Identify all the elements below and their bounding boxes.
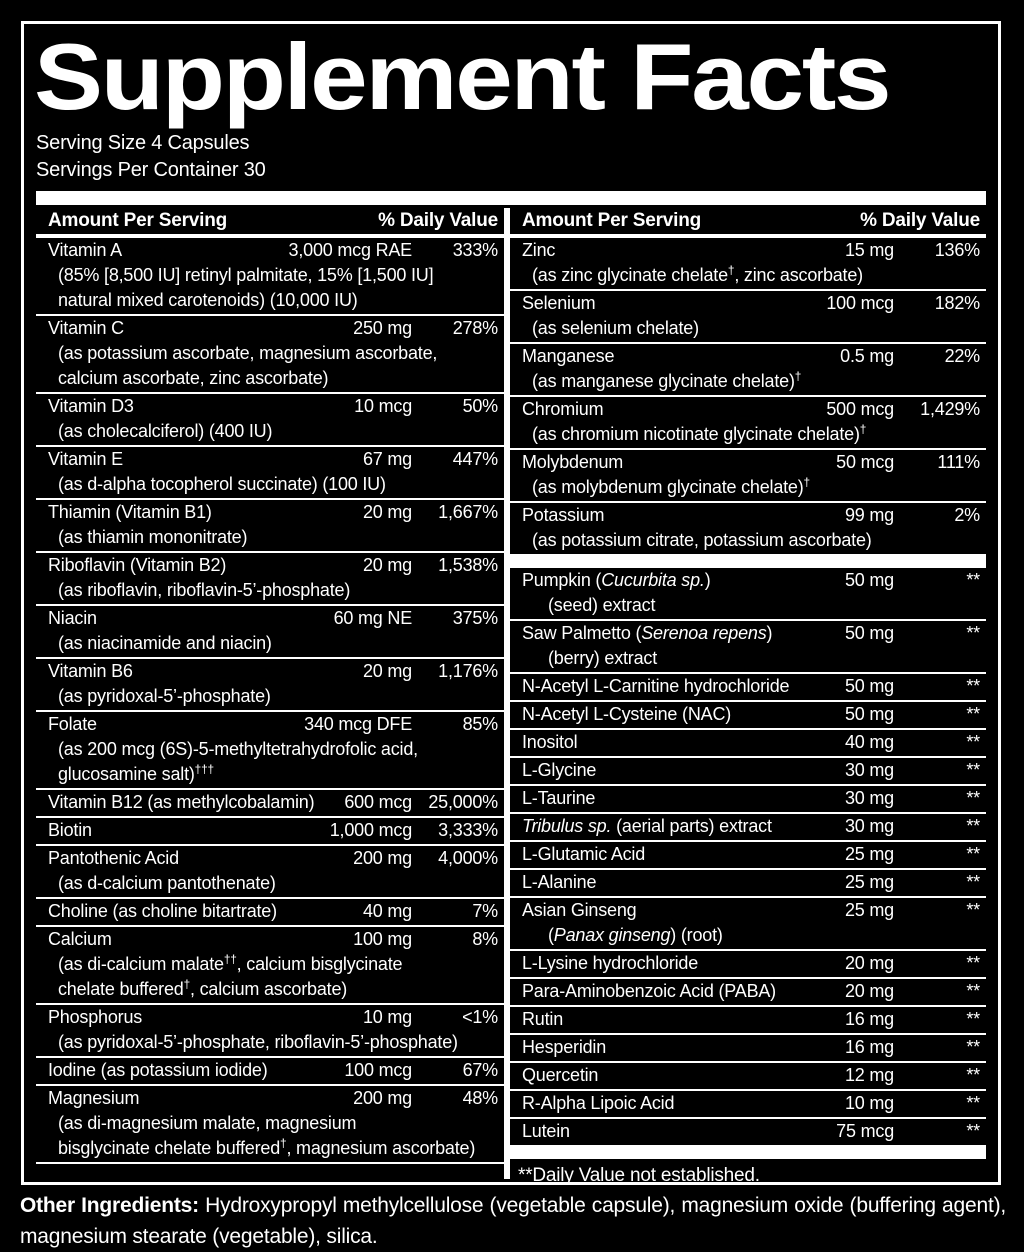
nutrient-name: L-Alanine	[522, 872, 597, 892]
nutrient-source: (as potassium ascorbate, magnesium ascorbate,	[58, 343, 438, 363]
nutrient-amount: 25 mg	[844, 844, 894, 864]
dv-footnote: **Daily Value not established.	[518, 1165, 760, 1186]
nutrient-amount: 10 mg	[844, 1093, 894, 1113]
nutrient-source: (as d-calcium pantothenate)	[58, 873, 276, 893]
nutrient-row	[36, 1005, 504, 1058]
nutrient-source: (as pyridoxal-5’-phosphate, riboflavin-5’-phosphate)	[58, 1032, 458, 1052]
nutrient-row	[510, 621, 986, 674]
nutrient-name: Magnesium	[48, 1088, 140, 1108]
nutrient-dv: 1,176%	[438, 661, 498, 681]
nutrient-row	[36, 899, 504, 927]
nutrient-name: Vitamin D3	[48, 396, 134, 416]
nutrient-dv: **	[966, 760, 980, 780]
nutrient-amount: 30 mg	[844, 788, 894, 808]
nutrient-name: Hesperidin	[522, 1037, 607, 1057]
left-rows	[36, 238, 504, 1164]
header-divider-bar	[36, 191, 986, 205]
nutrient-row	[36, 1086, 504, 1164]
nutrient-name: Inositol	[522, 732, 578, 752]
nutrient-amount: 30 mg	[844, 816, 894, 836]
nutrient-source: (as zinc glycinate chelate†, zinc ascorbate)	[532, 263, 863, 285]
nutrient-row	[36, 790, 504, 818]
nutrient-dv: **	[966, 1093, 980, 1113]
nutrient-row	[36, 447, 504, 500]
nutrient-name: Pantothenic Acid	[48, 848, 179, 868]
nutrient-dv: 7%	[472, 901, 498, 921]
nutrient-amount: 30 mg	[844, 760, 894, 780]
nutrient-source: (as d-alpha tocopherol succinate) (100 IU)	[58, 474, 386, 494]
nutrient-amount: 100 mcg	[826, 293, 894, 313]
nutrient-source: (as niacinamide and niacin)	[58, 633, 272, 653]
nutrient-amount: 40 mg	[844, 732, 894, 752]
nutrient-source: chelate buffered†, calcium ascorbate)	[58, 977, 348, 999]
nutrient-row	[36, 238, 504, 316]
nutrient-dv: 22%	[944, 346, 980, 366]
nutrient-source: (as manganese glycinate chelate)†	[532, 369, 802, 391]
nutrient-row	[510, 1119, 986, 1147]
nutrient-row	[510, 1091, 986, 1119]
nutrient-amount: 16 mg	[844, 1009, 894, 1029]
nutrient-amount: 20 mg	[362, 661, 412, 681]
nutrient-name: Phosphorus	[48, 1007, 143, 1027]
nutrient-dv: 1,429%	[920, 399, 980, 419]
nutrient-amount: 99 mg	[844, 505, 894, 525]
nutrient-row	[510, 786, 986, 814]
nutrient-dv: **	[966, 704, 980, 724]
nutrient-name: Vitamin B12 (as methylcobalamin)	[48, 792, 315, 812]
nutrient-source: (as di-calcium malate††, calcium bisglycinate	[58, 952, 403, 974]
nutrient-amount: 250 mg	[353, 318, 412, 338]
nutrient-name: Niacin	[48, 608, 97, 628]
nutrient-name: L-Lysine hydrochloride	[522, 953, 699, 973]
nutrient-amount: 12 mg	[844, 1065, 894, 1085]
nutrient-row	[510, 814, 986, 842]
nutrient-name: Biotin	[48, 820, 92, 840]
nutrient-row	[36, 1058, 504, 1086]
nutrient-amount: 20 mg	[362, 555, 412, 575]
nutrient-source: calcium ascorbate, zinc ascorbate)	[58, 368, 329, 388]
nutrient-source: (as di-magnesium malate, magnesium	[58, 1113, 357, 1133]
nutrient-name: Manganese	[522, 346, 615, 366]
nutrient-name: Zinc	[522, 240, 556, 260]
amount-per-serving-header: Amount Per Serving	[522, 210, 702, 231]
nutrient-name: Folate	[48, 714, 97, 734]
nutrient-name: Iodine (as potassium iodide)	[48, 1060, 268, 1080]
nutrient-dv: 25,000%	[428, 792, 498, 812]
other-ingredients	[20, 1190, 1006, 1252]
nutrient-row	[510, 674, 986, 702]
nutrient-name: Potassium	[522, 505, 605, 525]
nutrient-name: Selenium	[522, 293, 596, 313]
nutrient-row	[36, 846, 504, 899]
nutrient-name: Saw Palmetto (Serenoa repens)	[522, 623, 773, 643]
servings-per-container: Servings Per Container 30	[36, 159, 266, 181]
nutrient-name: Calcium	[48, 929, 112, 949]
nutrient-dv: 182%	[934, 293, 980, 313]
nutrient-dv: 333%	[452, 240, 498, 260]
nutrient-amount: 3,000 mcg RAE	[288, 240, 412, 260]
nutrient-name: Vitamin A	[48, 240, 122, 260]
nutrient-dv: 8%	[472, 929, 498, 949]
nutrient-source: (as thiamin mononitrate)	[58, 527, 248, 547]
nutrient-source: (as pyridoxal-5’-phosphate)	[58, 686, 271, 706]
nutrient-amount: 15 mg	[844, 240, 894, 260]
nutrient-name: L-Taurine	[522, 788, 596, 808]
nutrient-name: Vitamin C	[48, 318, 124, 338]
nutrient-amount: 50 mcg	[836, 452, 894, 472]
nutrient-dv: **	[966, 623, 980, 643]
nutrient-source: glucosamine salt)†††	[58, 762, 214, 784]
nutrient-dv: **	[966, 1009, 980, 1029]
nutrient-amount: 16 mg	[844, 1037, 894, 1057]
nutrient-source: (85% [8,500 IU] retinyl palmitate, 15% [1,500 IU]	[58, 265, 434, 285]
nutrient-row	[36, 316, 504, 394]
nutrient-row	[510, 979, 986, 1007]
nutrient-amount: 20 mg	[844, 953, 894, 973]
nutrient-amount: 75 mcg	[836, 1121, 894, 1141]
nutrient-source: (as riboflavin, riboflavin-5’-phosphate)	[58, 580, 351, 600]
nutrient-row	[510, 291, 986, 344]
nutrient-row	[510, 568, 986, 621]
other-ingredients-label: Other Ingredients:	[20, 1194, 199, 1217]
nutrient-name: Choline (as choline bitartrate)	[48, 901, 277, 921]
nutrient-amount: 25 mg	[844, 872, 894, 892]
daily-value-header: % Daily Value	[860, 210, 980, 231]
nutrient-row	[36, 927, 504, 1005]
nutrient-amount: 500 mcg	[826, 399, 894, 419]
nutrient-dv: 67%	[462, 1060, 498, 1080]
nutrient-name: Para-Aminobenzoic Acid (PABA)	[522, 981, 776, 1001]
nutrient-row	[510, 238, 986, 291]
nutrient-dv: **	[966, 788, 980, 808]
nutrient-amount: 25 mg	[844, 900, 894, 920]
nutrient-name: Molybdenum	[522, 452, 624, 472]
nutrient-name: L-Glycine	[522, 760, 597, 780]
nutrient-amount: 340 mcg DFE	[304, 714, 412, 734]
nutrient-dv: **	[966, 953, 980, 973]
nutrient-amount: 50 mg	[844, 623, 894, 643]
nutrient-row	[510, 951, 986, 979]
nutrient-amount: 10 mg	[362, 1007, 412, 1027]
serving-size: Serving Size 4 Capsules	[36, 132, 250, 154]
nutrient-dv: <1%	[462, 1007, 498, 1027]
nutrient-row	[36, 712, 504, 790]
nutrient-amount: 0.5 mg	[840, 346, 894, 366]
nutrient-source: (as potassium citrate, potassium ascorbate)	[532, 530, 872, 550]
nutrient-source: (as cholecalciferol) (400 IU)	[58, 421, 273, 441]
nutrient-row	[510, 1063, 986, 1091]
section-divider	[510, 556, 986, 568]
nutrient-dv: **	[966, 816, 980, 836]
nutrient-name: N-Acetyl L-Carnitine hydrochloride	[522, 676, 790, 696]
right-rows	[510, 238, 986, 1187]
nutrient-name: N-Acetyl L-Cysteine (NAC)	[522, 704, 732, 724]
nutrient-amount: 10 mcg	[354, 396, 412, 416]
nutrient-row	[36, 394, 504, 447]
nutrient-row	[510, 758, 986, 786]
nutrient-name: Rutin	[522, 1009, 564, 1029]
nutrient-source: (as chromium nicotinate glycinate chelate)†	[532, 422, 867, 444]
other-ingredients-text: Hydroxypropyl methylcellulose (vegetable capsule), magnesium oxide (buffering agent), magnesium stearate (vegetable), silica.	[20, 1194, 1007, 1248]
nutrient-name: Asian Ginseng	[522, 900, 637, 920]
nutrient-dv: **	[966, 1065, 980, 1085]
nutrient-name: Vitamin B6	[48, 661, 133, 681]
nutrient-row	[36, 553, 504, 606]
nutrient-name: Quercetin	[522, 1065, 599, 1085]
nutrient-name: Tribulus sp. (aerial parts) extract	[522, 816, 772, 836]
nutrient-amount: 50 mg	[844, 704, 894, 724]
daily-value-header: % Daily Value	[378, 210, 498, 231]
nutrient-dv: **	[966, 981, 980, 1001]
nutrient-dv: **	[966, 1121, 980, 1141]
nutrient-dv: **	[966, 1037, 980, 1057]
nutrient-source: natural mixed carotenoids) (10,000 IU)	[58, 290, 358, 310]
nutrient-dv: 48%	[462, 1088, 498, 1108]
nutrient-source: bisglycinate chelate buffered†, magnesium ascorbate)	[58, 1136, 476, 1158]
nutrient-row	[510, 1007, 986, 1035]
nutrient-dv: 1,667%	[438, 502, 498, 522]
nutrient-amount: 40 mg	[362, 901, 412, 921]
nutrient-amount: 60 mg NE	[333, 608, 412, 628]
left-column	[36, 208, 504, 1179]
nutrient-source: (as 200 mcg (6S)-5-methyltetrahydrofolic acid,	[58, 739, 418, 759]
nutrient-name: Riboflavin (Vitamin B2)	[48, 555, 227, 575]
nutrient-row	[510, 503, 986, 556]
nutrient-dv: **	[966, 900, 980, 920]
section-divider	[510, 1147, 986, 1159]
nutrient-dv: 85%	[462, 714, 498, 734]
nutrient-amount: 50 mg	[844, 676, 894, 696]
nutrient-row	[510, 397, 986, 450]
nutrient-amount: 600 mcg	[344, 792, 412, 812]
nutrient-name: R-Alpha Lipoic Acid	[522, 1093, 675, 1113]
nutrient-dv: **	[966, 570, 980, 590]
nutrient-dv: **	[966, 844, 980, 864]
nutrient-row	[36, 606, 504, 659]
nutrient-amount: 200 mg	[353, 848, 412, 868]
nutrient-amount: 100 mg	[353, 929, 412, 949]
nutrient-dv: 111%	[937, 452, 980, 472]
right-column	[510, 208, 986, 1186]
nutrient-amount: 200 mg	[353, 1088, 412, 1108]
nutrient-source: (as molybdenum glycinate chelate)†	[532, 475, 810, 497]
nutrient-row	[510, 842, 986, 870]
nutrient-row	[510, 730, 986, 758]
nutrient-row	[510, 1035, 986, 1063]
nutrient-row	[510, 344, 986, 397]
nutrient-dv: 375%	[452, 608, 498, 628]
nutrient-row	[510, 870, 986, 898]
nutrient-dv: 4,000%	[438, 848, 498, 868]
nutrient-name: Thiamin (Vitamin B1)	[48, 502, 212, 522]
nutrient-row	[36, 500, 504, 553]
facts-columns	[36, 208, 986, 1186]
nutrient-name: Pumpkin (Cucurbita sp.)	[522, 570, 711, 590]
nutrient-source: (Panax ginseng) (root)	[548, 925, 723, 945]
nutrient-source: (seed) extract	[548, 595, 656, 615]
left-column-header	[36, 208, 504, 238]
nutrient-amount: 20 mg	[844, 981, 894, 1001]
nutrient-dv: 3,333%	[438, 820, 498, 840]
nutrient-amount: 1,000 mcg	[329, 820, 412, 840]
nutrient-dv: **	[966, 676, 980, 696]
nutrient-source: (berry) extract	[548, 648, 658, 668]
nutrient-source: (as selenium chelate)	[532, 318, 699, 338]
nutrient-row	[36, 818, 504, 846]
page-title: Supplement Facts	[34, 24, 890, 129]
nutrient-amount: 100 mcg	[344, 1060, 412, 1080]
nutrient-dv: 447%	[452, 449, 498, 469]
nutrient-amount: 20 mg	[362, 502, 412, 522]
nutrient-row	[510, 450, 986, 503]
nutrient-dv: **	[966, 732, 980, 752]
nutrient-name: L-Glutamic Acid	[522, 844, 646, 864]
nutrient-dv: 136%	[934, 240, 980, 260]
nutrient-row	[510, 702, 986, 730]
nutrient-name: Lutein	[522, 1121, 570, 1141]
supplement-facts-label	[21, 21, 1001, 1185]
amount-per-serving-header: Amount Per Serving	[48, 210, 228, 231]
nutrient-row	[36, 659, 504, 712]
nutrient-dv: 50%	[462, 396, 498, 416]
nutrient-amount: 50 mg	[844, 570, 894, 590]
nutrient-amount: 67 mg	[362, 449, 412, 469]
nutrient-row	[510, 898, 986, 951]
nutrient-dv: 2%	[954, 505, 980, 525]
nutrient-name: Vitamin E	[48, 449, 123, 469]
right-column-header	[510, 208, 986, 238]
nutrient-dv: 1,538%	[438, 555, 498, 575]
nutrient-dv: 278%	[452, 318, 498, 338]
nutrient-name: Chromium	[522, 399, 604, 419]
nutrient-dv: **	[966, 872, 980, 892]
